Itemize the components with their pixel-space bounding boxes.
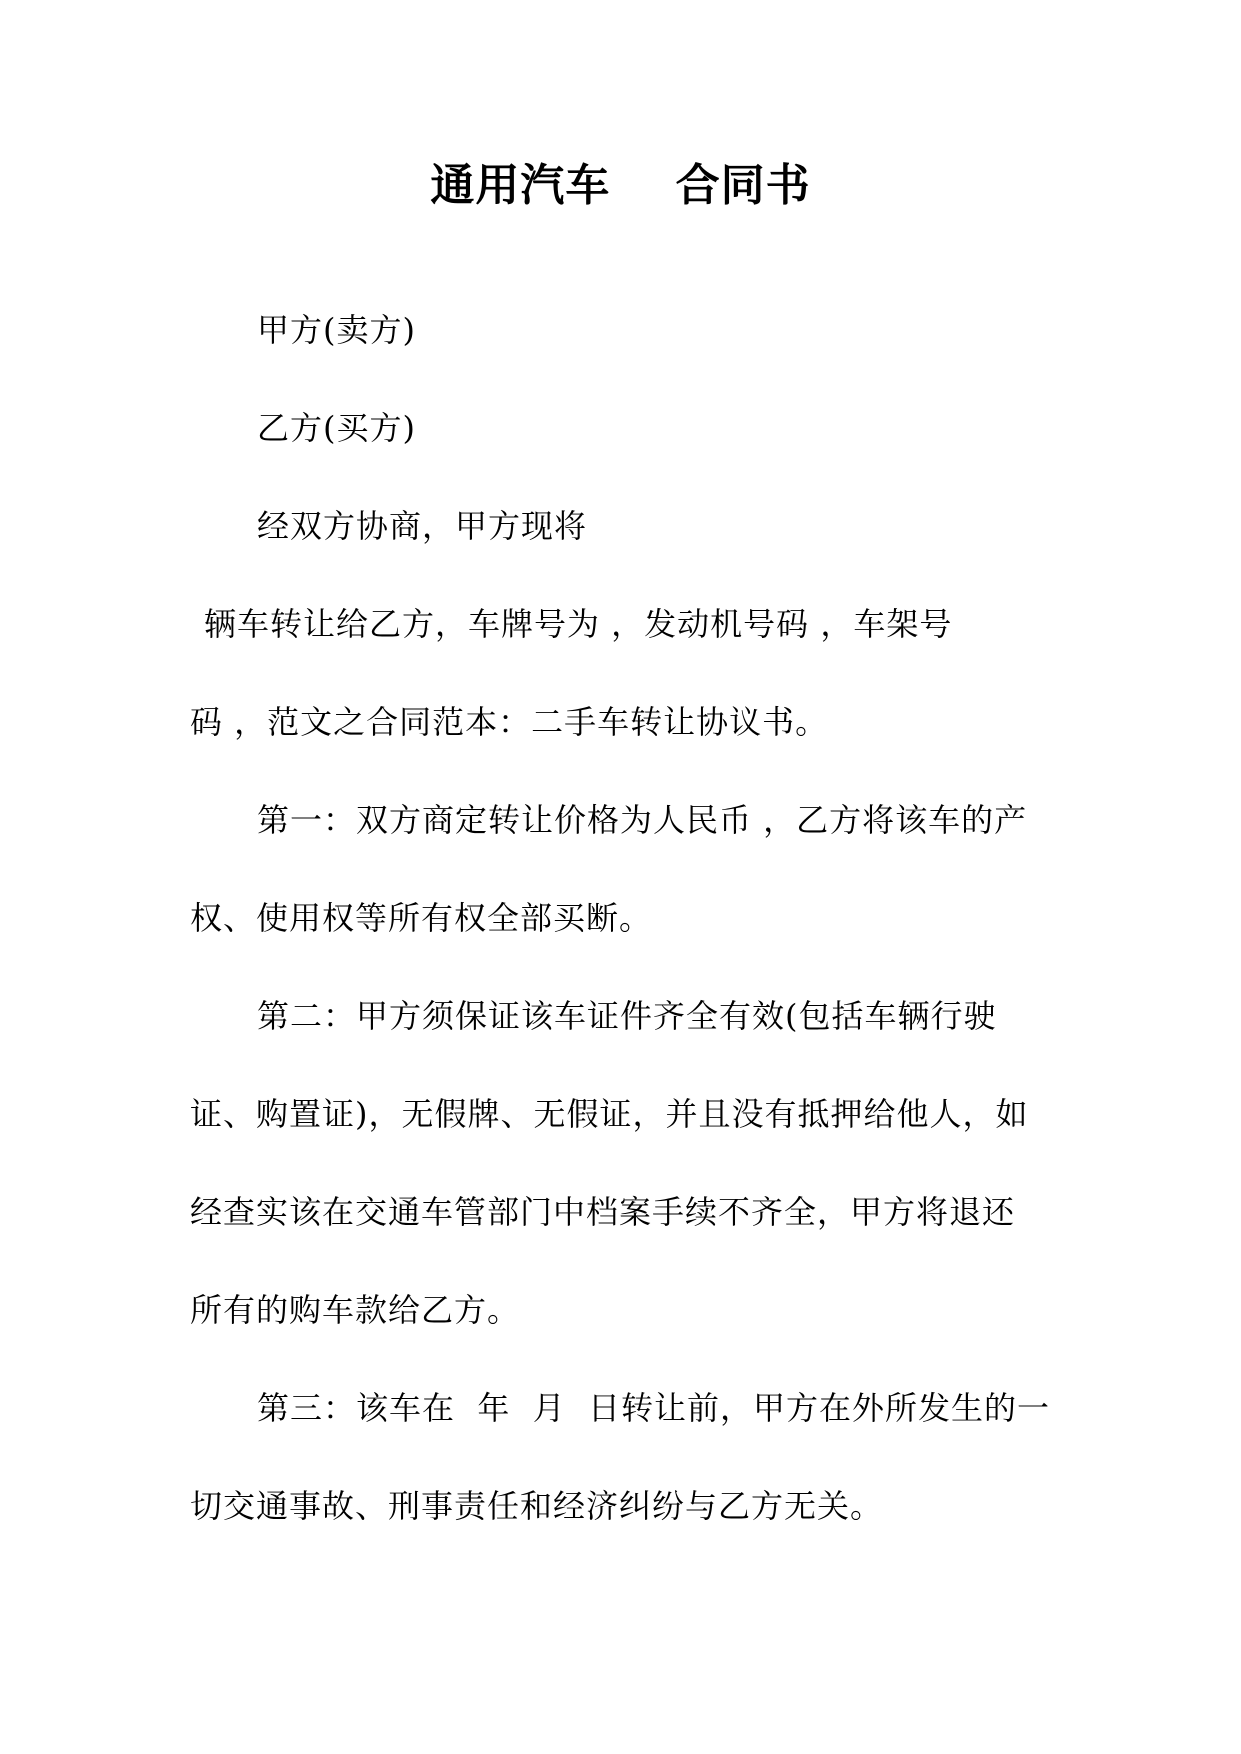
body-line: 码 ，范文之合同范本：二手车转让协议书。 — [190, 703, 829, 741]
clause-three: 第三：该车在 年 月 日转让前，甲方在外所发生的一 — [257, 1389, 1051, 1427]
party-a-seller: 甲方(卖方) — [257, 311, 416, 349]
party-b-buyer: 乙方(买方) — [257, 409, 416, 447]
clause-two-cont: 经查实该在交通车管部门中档案手续不齐全，甲方将退还 — [190, 1193, 1016, 1231]
clause-one: 第一：双方商定转让价格为人民币 ，乙方将该车的产 — [257, 801, 1028, 839]
clause-two-cont: 所有的购车款给乙方。 — [190, 1291, 521, 1329]
clause-two-cont: 证、购置证)，无假牌、无假证，并且没有抵押给他人，如 — [190, 1095, 1029, 1133]
body-line: 辆车转让给乙方，车牌号为 ，发动机号码 ，车架号 — [204, 605, 953, 643]
clause-one-cont: 权、使用权等所有权全部买断。 — [190, 899, 653, 937]
contract-title: 通用汽车 合同书 — [430, 160, 811, 211]
clause-two: 第二：甲方须保证该车证件齐全有效(包括车辆行驶 — [257, 997, 997, 1035]
clause-three-cont: 切交通事故、刑事责任和经济纠纷与乙方无关。 — [190, 1487, 884, 1525]
body-line: 经双方协商，甲方现将 — [257, 507, 588, 545]
